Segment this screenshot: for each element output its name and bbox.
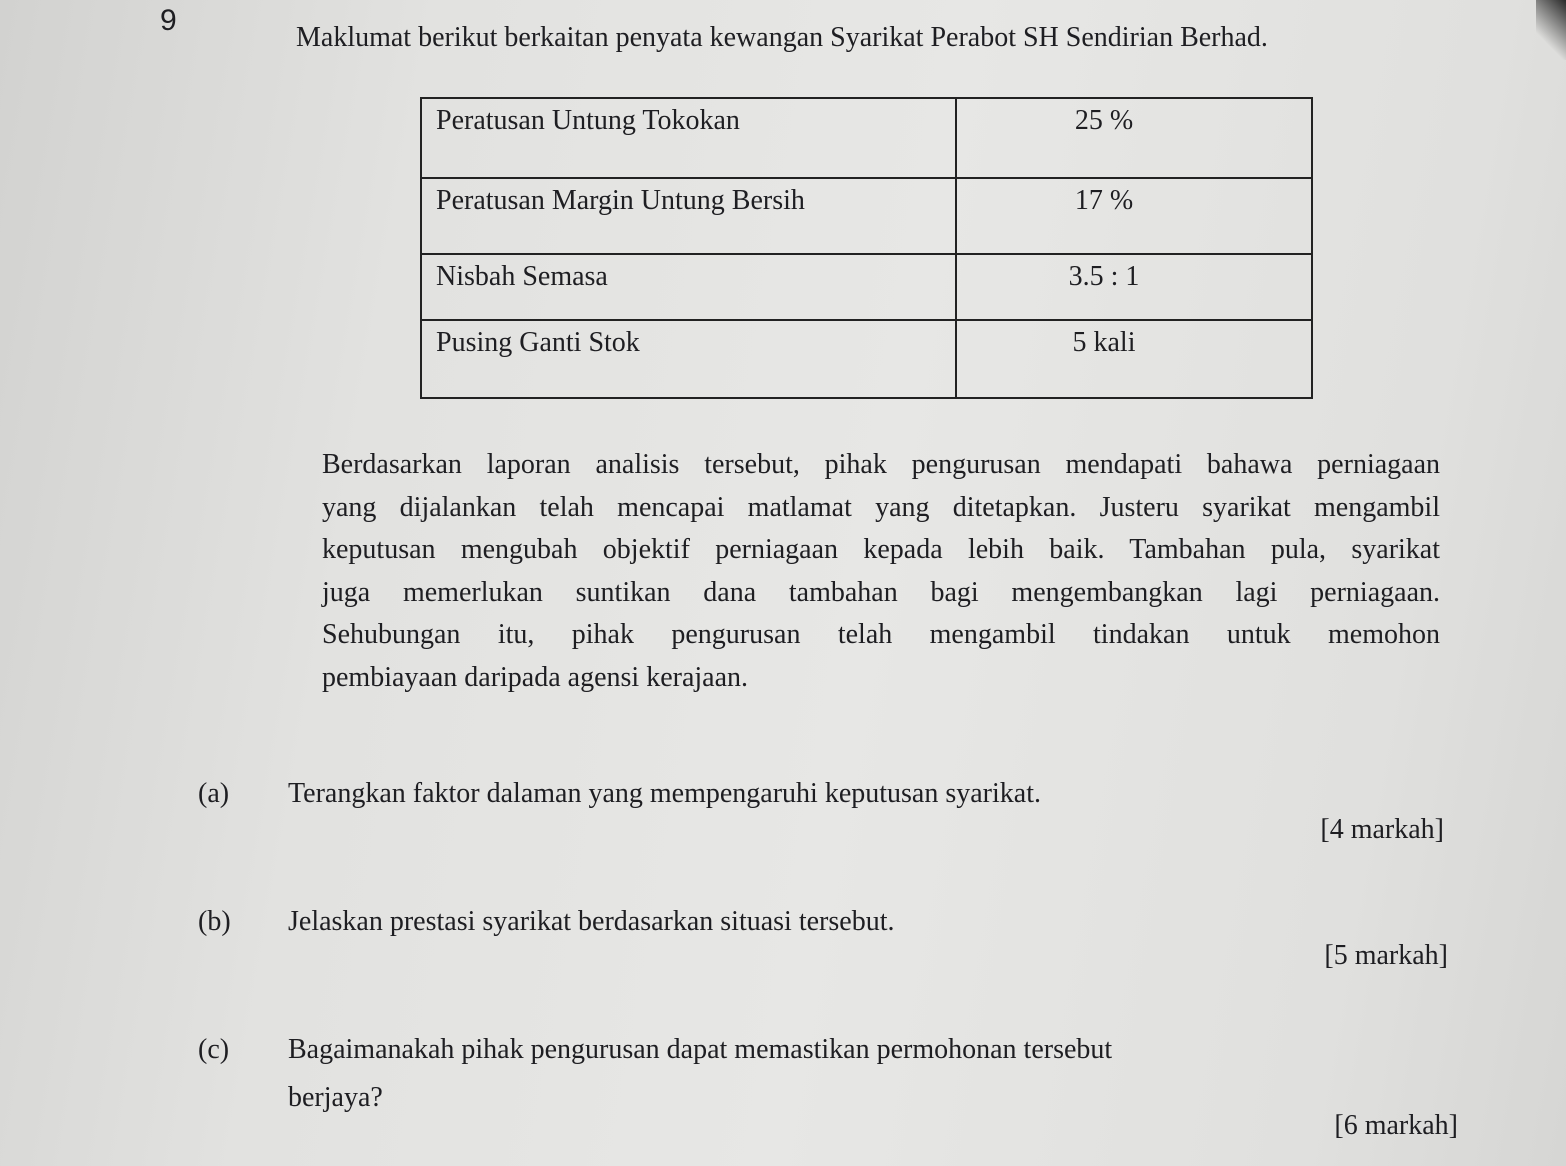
ratio-label: Peratusan Untung Tokokan — [421, 98, 956, 178]
part-b-label: (b) — [198, 906, 231, 937]
part-c-question-line: Bagaimanakah pihak pengurusan dapat memastikan permohonan tersebut — [288, 1034, 1113, 1065]
part-c-marks: [6 markah] — [1334, 1110, 1458, 1141]
part-c-label: (c) — [198, 1034, 230, 1065]
table-row — [421, 254, 1312, 320]
financial-ratio-table — [420, 97, 1313, 399]
paragraph-line: juga memerlukan suntikan dana tambahan bagi mengembangkan lagi perniagaan. — [322, 576, 1440, 608]
part-a-question: Terangkan faktor dalaman yang mempengaruhi keputusan syarikat. — [288, 778, 1041, 809]
part-a-marks: [4 markah] — [1320, 814, 1444, 845]
table-row — [421, 178, 1312, 254]
ratio-label: Peratusan Margin Untung Bersih — [421, 178, 956, 254]
question-intro: Maklumat berikut berkaitan penyata kewangan Syarikat Perabot SH Sendirian Berhad. — [296, 22, 1268, 53]
ratio-value: 3.5 : 1 — [956, 254, 1312, 320]
ratio-value: 17 % — [956, 178, 1312, 254]
part-a-label: (a) — [198, 778, 230, 809]
ratio-label: Pusing Ganti Stok — [421, 320, 956, 398]
part-b-question: Jelaskan prestasi syarikat berdasarkan situasi tersebut. — [288, 906, 895, 937]
table-row — [421, 320, 1312, 398]
paragraph-line: Berdasarkan laporan analisis tersebut, pihak pengurusan mendapati bahawa perniagaan — [322, 449, 1440, 480]
paragraph-line: keputusan mengubah objektif perniagaan kepada lebih baik. Tambahan pula, syarikat — [322, 534, 1440, 566]
paragraph-line: yang dijalankan telah mencapai matlamat yang ditetapkan. Justeru syarikat mengambil — [322, 491, 1440, 523]
part-c-question-line: berjaya? — [288, 1082, 383, 1113]
ratio-label: Nisbah Semasa — [421, 254, 956, 320]
context-paragraph — [322, 444, 1440, 700]
paragraph-line: pembiayaan daripada agensi kerajaan. — [322, 661, 749, 693]
ratio-value: 25 % — [956, 98, 1312, 178]
paragraph-line: Sehubungan itu, pihak pengurusan telah mengambil tindakan untuk memohon — [322, 619, 1440, 651]
page-corner-shadow — [1536, 0, 1566, 60]
table-row — [421, 98, 1312, 178]
question-number: 9 — [160, 4, 177, 37]
part-b-marks: [5 markah] — [1324, 940, 1448, 971]
ratio-value: 5 kali — [956, 320, 1312, 398]
